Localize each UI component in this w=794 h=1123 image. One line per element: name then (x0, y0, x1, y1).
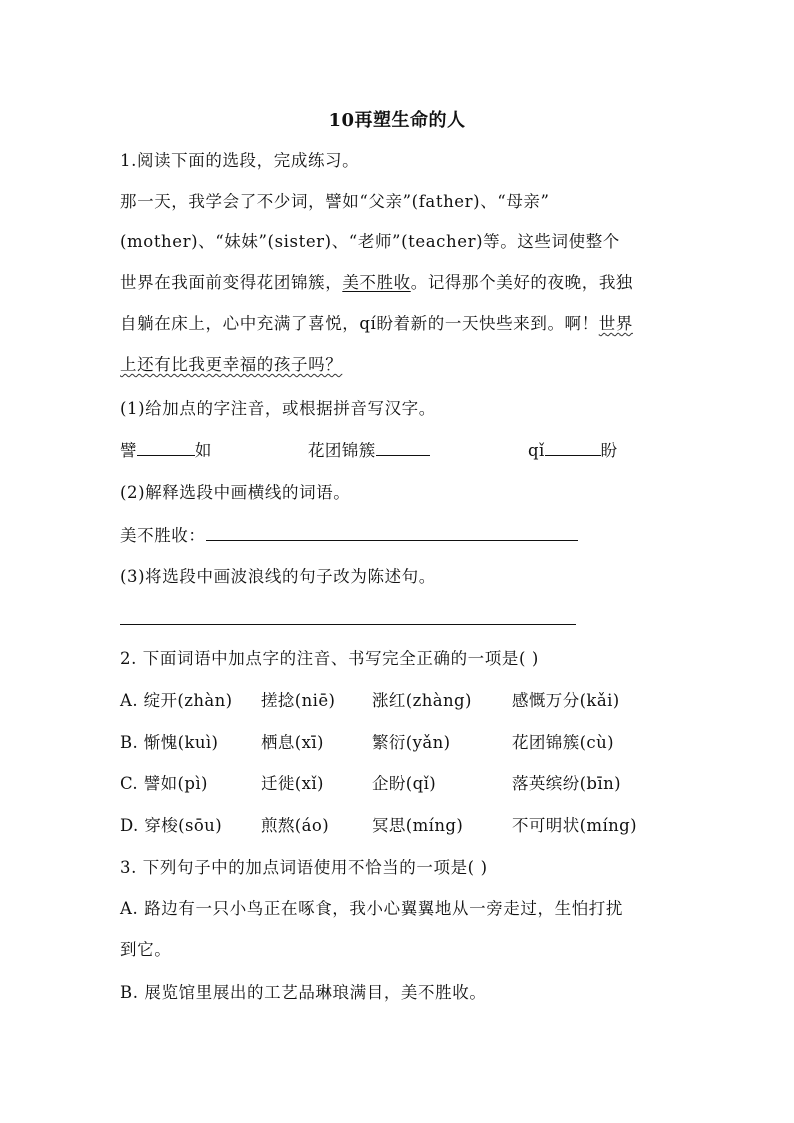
q3-option-a-line-2: 到它。 (120, 940, 172, 959)
passage-line-5 (120, 354, 342, 376)
wavy-sentence-end: 上还有比我更幸福的孩子吗？ (120, 355, 343, 374)
sub1-stem: (1)给加点的字注音，或根据拼音写汉字。 (120, 399, 436, 418)
passage-line-3-a: 世界在我面前变得花团锦簇， (120, 273, 343, 292)
q3-option-a-line-1: A. 路边有一只小鸟正在啄食，我小心翼翼地从一旁走过，生怕打扰 (120, 899, 624, 918)
answer-blank-b[interactable] (376, 439, 430, 456)
sub2-answer-line (120, 524, 578, 547)
sub1-item-b (308, 439, 430, 462)
wavy-sentence-start: 世界 (598, 314, 633, 333)
q2-option-c-2: 迁徙(xǐ) (261, 774, 324, 793)
q2-option-b-3: 繁衍(yǎn) (372, 733, 451, 752)
q2-option-d-4: 不可明状(míng) (512, 816, 637, 835)
q2-stem: 2. 下面词语中加点字的注音、书写完全正确的一项是( ) (120, 649, 539, 668)
q2-option-b: B. 惭愧(kuì) (120, 733, 219, 752)
q3-stem: 3. 下列句子中的加点词语使用不恰当的一项是( ) (120, 858, 488, 877)
sub1-c-pinyin: qǐ (528, 441, 545, 460)
sub2-stem: (2)解释选段中画横线的词语。 (120, 483, 351, 502)
q2-option-c-3: 企盼(qǐ) (372, 774, 437, 793)
answer-blank-a[interactable] (137, 439, 195, 456)
underlined-phrase: 美不胜收 (342, 273, 411, 292)
passage-line-2: (mother)、“妹妹”(sister)、“老师”(teacher)等。这些词使整个 (120, 232, 620, 251)
sub1-c-suffix: 盼 (600, 441, 618, 460)
sub1-b-word: 花团锦簇 (308, 441, 376, 460)
q2-option-b-2: 栖息(xī) (261, 733, 324, 752)
q2-option-c-4: 落英缤纷(bīn) (512, 774, 621, 793)
answer-blank-definition[interactable] (206, 524, 578, 541)
q2-option-a-3: 涨红(zhàng) (372, 691, 472, 710)
q2-option-d-3: 冥思(míng) (372, 816, 464, 835)
q2-option-c: C. 譬如(pì) (120, 774, 208, 793)
page-title: 10再塑生命的人 (328, 110, 466, 131)
passage-line-3-c: 。记得那个美好的夜晚，我独 (410, 273, 634, 292)
sub1-a-char: 譬 (120, 441, 137, 460)
sub2-label: 美不胜收： (120, 526, 206, 545)
q3-option-b: B. 展览馆里展出的工艺品琳琅满目，美不胜收。 (120, 983, 487, 1002)
q2-option-a-2: 搓捻(niē) (261, 691, 336, 710)
q2-option-d: D. 穿梭(sōu) (120, 816, 223, 835)
sub1-item-a (120, 439, 212, 462)
sub1-item-c (528, 439, 618, 462)
passage-line-3 (120, 272, 633, 294)
q2-option-d-2: 煎熬(áo) (261, 816, 330, 835)
q2-option-a: A. 绽开(zhàn) (120, 691, 233, 710)
answer-line-sub3[interactable] (120, 624, 576, 625)
q1-stem: 1.阅读下面的选段，完成练习。 (120, 151, 360, 170)
q2-option-a-4: 感慨万分(kǎi) (512, 691, 620, 710)
answer-blank-c[interactable] (545, 439, 601, 456)
passage-line-4-a: 自躺在床上，心中充满了喜悦，qí盼着新的一天快些来到。啊！ (120, 314, 599, 333)
passage-line-1: 那一天，我学会了不少词，譬如“父亲”(father)、“母亲” (120, 192, 550, 211)
sub3-stem: (3)将选段中画波浪线的句子改为陈述句。 (120, 567, 436, 586)
sub1-a-suffix: 如 (194, 441, 212, 460)
q2-option-b-4: 花团锦簇(cù) (512, 733, 614, 752)
passage-line-4 (120, 313, 633, 335)
